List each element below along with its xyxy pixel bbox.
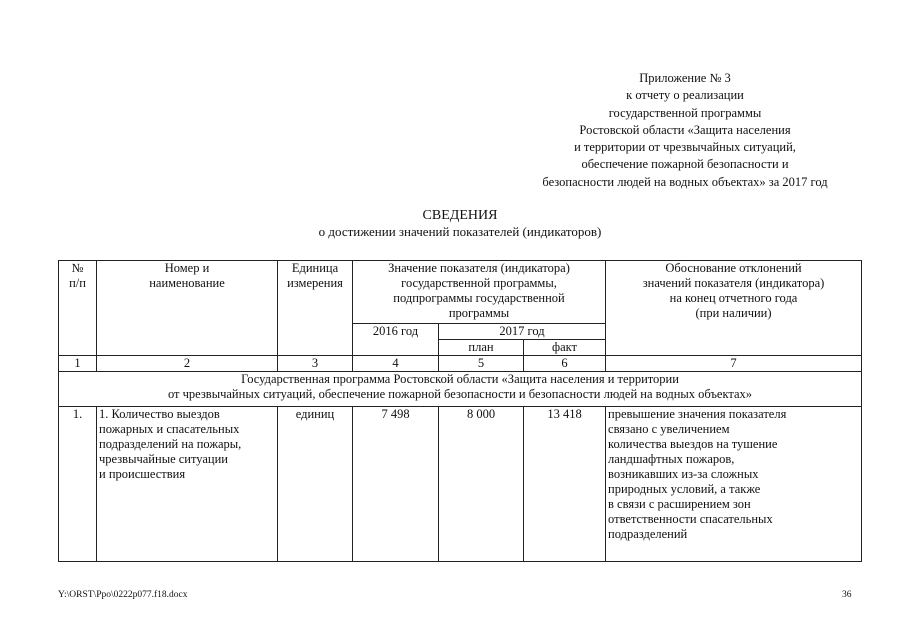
header-text: (при наличии) [695, 306, 772, 320]
header-unit [278, 261, 353, 356]
program-title-row [59, 372, 862, 407]
column-number: 6 [524, 356, 606, 372]
header-text: п/п [69, 276, 86, 290]
indicators-table [58, 260, 862, 562]
program-title [59, 372, 862, 407]
header-text: Единица [291, 261, 339, 275]
justification-line: ответственности спасательных [608, 512, 773, 526]
appendix-note [480, 70, 890, 191]
header-text: государственной программы, [401, 276, 557, 290]
appendix-line: Ростовской области «Защита населения [579, 122, 791, 137]
row-fact-2017: 13 418 [524, 407, 606, 562]
column-number: 2 [97, 356, 278, 372]
row-name-line: 1. Количество выездов [99, 407, 220, 421]
appendix-line: к отчету о реализации [626, 88, 744, 103]
row-num: 1. [59, 407, 97, 562]
header-text: № [71, 261, 84, 275]
row-name-line: пожарных и спасательных [99, 422, 240, 436]
justification-line: природных условий, а также [608, 482, 761, 496]
justification-line: в связи с расширением зон [608, 497, 751, 511]
document-heading [230, 208, 690, 240]
column-numbers-row [59, 356, 862, 372]
appendix-line: и территории от чрезвычайных ситуаций, [574, 140, 796, 155]
header-plan: план [439, 340, 524, 356]
table-header-row [59, 261, 862, 324]
header-text: на конец отчетного года [669, 291, 798, 305]
program-title-line: Государственная программа Ростовской области «Защита населения и территории [241, 372, 679, 386]
header-fact: факт [524, 340, 606, 356]
footer-file-path: Y:\ORST\Ppo\0222p077.f18.docx [58, 590, 188, 600]
header-text: Номер и [164, 261, 210, 275]
justification-line: количества выездов на тушение [608, 437, 778, 451]
header-text: подпрограммы государственной [393, 291, 565, 305]
appendix-line: обеспечение пожарной безопасности и [581, 157, 789, 172]
row-name-line: чрезвычайные ситуации [99, 452, 228, 466]
row-name [97, 407, 278, 562]
appendix-line: государственной программы [608, 105, 762, 120]
column-number: 5 [439, 356, 524, 372]
column-number: 1 [59, 356, 97, 372]
header-text: Обоснование отклонений [665, 261, 802, 275]
column-number: 3 [278, 356, 353, 372]
header-year-2016: 2016 год [353, 324, 439, 356]
program-title-line: от чрезвычайных ситуаций, обеспечение пожарной безопасности и безопасности людей на водных объектах» [167, 387, 753, 401]
page-title: СВЕДЕНИЯ [422, 208, 498, 223]
justification-line: связано с увеличением [608, 422, 730, 436]
header-num [59, 261, 97, 356]
justification-line: ландшафтных пожаров, [608, 452, 735, 466]
justification-line: превышение значения показателя [608, 407, 787, 421]
justification-line: подразделений [608, 527, 688, 541]
row-unit: единиц [278, 407, 353, 562]
column-number: 4 [353, 356, 439, 372]
page-number: 36 [842, 590, 852, 600]
column-number: 7 [606, 356, 862, 372]
row-justification [606, 407, 862, 562]
header-text: программы [448, 306, 510, 320]
header-text: измерения [287, 276, 343, 290]
header-justification [606, 261, 862, 356]
row-name-line: подразделений на пожары, [99, 437, 242, 451]
appendix-line: Приложение № 3 [639, 71, 731, 85]
header-year-2017: 2017 год [439, 324, 606, 340]
justification-line: возникавших из-за сложных [608, 467, 759, 481]
row-name-line: и происшествия [99, 467, 186, 481]
header-text: значений показателя (индикатора) [642, 276, 825, 290]
row-value-2016: 7 498 [353, 407, 439, 562]
header-value [353, 261, 606, 324]
appendix-line: безопасности людей на водных объектах» за 2017 год [542, 174, 828, 189]
page-subtitle: о достижении значений показателей (индикаторов) [318, 224, 602, 239]
header-text: Значение показателя (индикатора) [388, 261, 570, 275]
header-text: наименование [149, 276, 225, 290]
row-plan-2017: 8 000 [439, 407, 524, 562]
header-name [97, 261, 278, 356]
table-row [59, 407, 862, 562]
